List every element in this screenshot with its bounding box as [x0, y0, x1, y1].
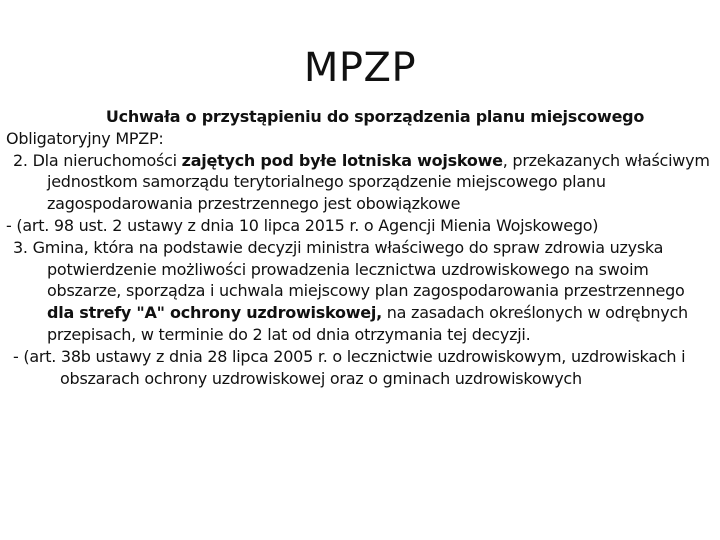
point-3-text-c: na zasadach określonych w odrębnych przepisach, w terminie do 2 lat od dnia otrzymania tej decyzji. — [47, 303, 688, 344]
reference-1: - (art. 98 ust. 2 ustawy z dnia 10 lipca 2015 r. o Agencji Mienia Wojskowego) — [6, 215, 599, 235]
slide-content — [6, 106, 714, 389]
intro-line: Obligatoryjny MPZP: — [6, 128, 164, 148]
slide-title: MPZP — [303, 45, 417, 91]
point-2-text-a: 2. Dla nieruchomości — [13, 150, 182, 170]
point-2-bold: zajętych pod byłe lotniska wojskowe — [181, 150, 503, 170]
reference-2: - (art. 38b ustawy z dnia 28 lipca 2005 r. o lecznictwie uzdrowiskowym, uzdrowiskach i obszarach ochrony uzdrowiskowej oraz o gminach uzdrowiskowych — [13, 346, 686, 388]
point-3 — [6, 237, 714, 346]
point-3-bold: dla strefy "A" ochrony uzdrowiskowej, — [47, 303, 382, 323]
slide-subtitle: Uchwała o przystąpieniu do sporządzenia planu miejscowego — [105, 107, 645, 126]
point-2 — [6, 150, 714, 215]
point-2-text-c: , przekazanych właściwym jednostkom samorządu terytorialnego sporządzenie miejscowego planu zagospodarowania przestrzennego jest obowiązkowe — [47, 150, 710, 214]
point-3-text-a: 3. Gmina, która na podstawie decyzji ministra właściwego do spraw zdrowia uzyska potwierdzenie możliwości prowadzenia lecznictwa uzdrowiskowego na swoim obszarze, sporządza i uchwala miejscowy plan zagospodarowania przestrzennego — [13, 237, 685, 301]
